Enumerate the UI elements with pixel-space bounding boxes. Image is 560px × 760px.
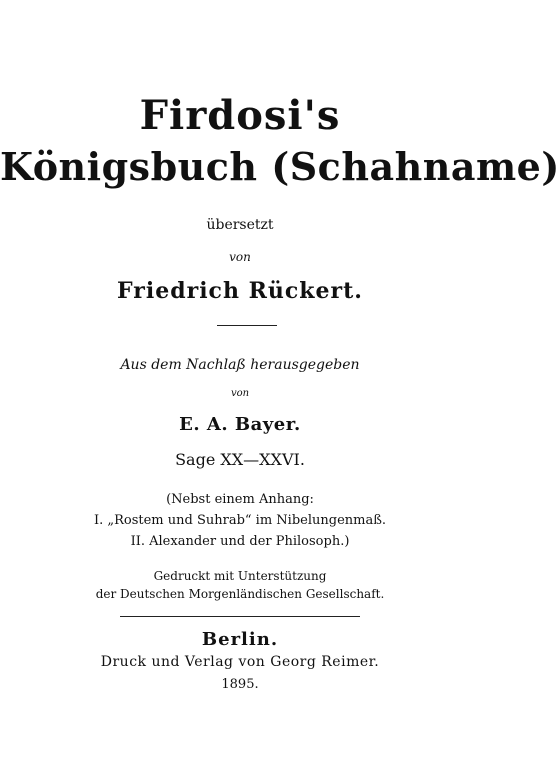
appendix-line-2: I. „Rostem und Suhrab“ im Nibelungenmaß. <box>93 513 387 528</box>
appendix-line-1: (Nebst einem Anhang: <box>166 492 314 507</box>
translated-label: übersetzt <box>206 217 274 233</box>
title-line-2: Königsbuch (Schahname) <box>0 144 560 189</box>
society-name: der Deutschen Morgenländischen Gesellschaft. <box>95 587 385 601</box>
from-estate-label: Aus dem Nachlaß herausgegeben <box>120 357 360 373</box>
editor-name: E. A. Bayer. <box>179 414 301 435</box>
divider-short <box>217 325 277 326</box>
divider-long <box>120 616 360 617</box>
by-label-1: von <box>229 250 251 264</box>
by-label-2: von <box>230 388 250 399</box>
city: Berlin. <box>201 629 279 650</box>
publication-year: 1895. <box>221 677 259 692</box>
publisher: Druck und Verlag von Georg Reimer. <box>100 654 380 670</box>
appendix-line-3: II. Alexander und der Philosoph.) <box>130 534 350 549</box>
title-line-1: Firdosi's <box>139 92 341 139</box>
author-name: Friedrich Rückert. <box>117 278 363 304</box>
sagas-range: Sage XX—XXVI. <box>175 450 305 469</box>
printed-with-support: Gedruckt mit Unterstützung <box>153 569 327 583</box>
